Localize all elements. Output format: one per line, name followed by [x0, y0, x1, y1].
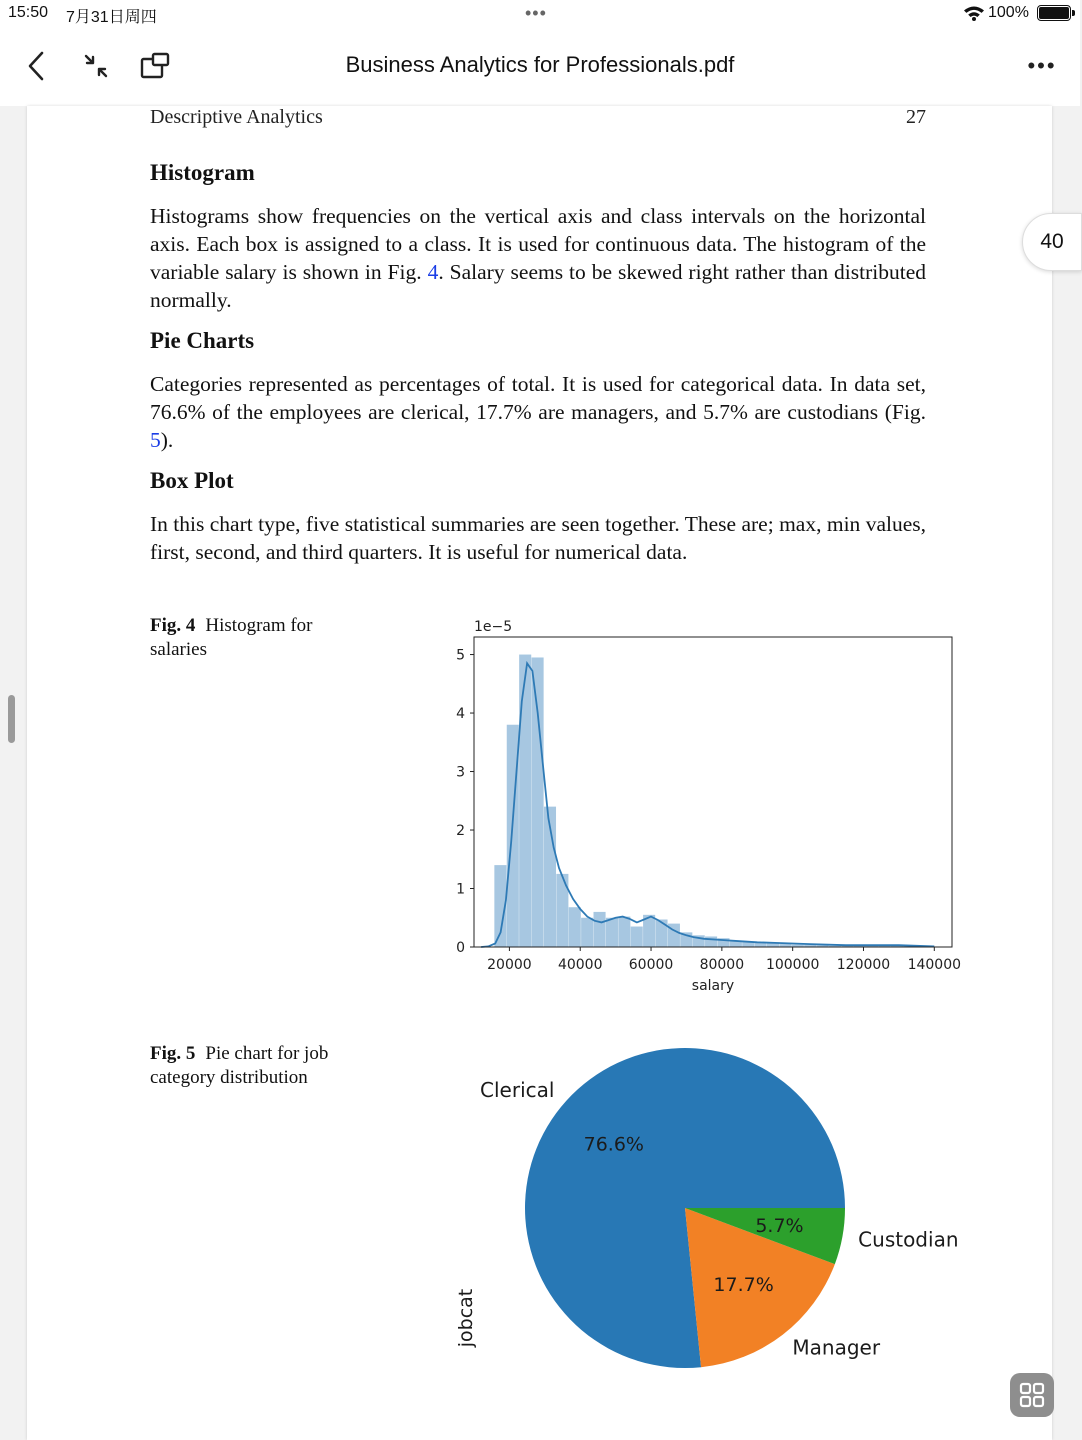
histogram-bar — [581, 918, 593, 947]
pie-percent-label: 76.6% — [583, 1133, 644, 1156]
x-tick-label: 20000 — [487, 957, 532, 973]
back-button[interactable] — [18, 46, 54, 86]
collapse-button[interactable] — [78, 48, 114, 84]
x-tick-label: 100000 — [765, 957, 820, 973]
wifi-icon — [963, 5, 985, 21]
running-head: Descriptive Analytics — [150, 106, 323, 128]
multitasking-dots[interactable]: ••• — [525, 3, 547, 23]
y-tick-label: 4 — [456, 706, 465, 723]
fig-4-caption — [150, 614, 350, 662]
pie-category-label: Custodian — [858, 1227, 959, 1252]
chevron-left-icon — [26, 50, 46, 82]
paragraph-box-plot: In this chart type, five statistical summaries are seen together. These are; max, min values, first, second, and third quarters. It is useful for numerical data. — [150, 512, 926, 564]
pie-y-axis-label: jobcat — [455, 1288, 477, 1348]
x-axis-label: salary — [691, 978, 735, 994]
nav-bar — [0, 28, 1080, 106]
page-indicator-badge[interactable]: 40 — [1022, 213, 1082, 271]
section-heading-box-plot: Box Plot — [150, 468, 234, 493]
page-number: 27 — [906, 106, 926, 128]
text: Histograms show frequencies on the vertical axis and class intervals on the horizontal axis. Each box is assigned to a class. It is used for continuous data. The histogram of the variable salary is shown in Fig. — [150, 204, 926, 284]
more-options-button[interactable]: ••• — [1027, 53, 1057, 78]
fig-4-label: Fig. 4 — [150, 615, 196, 636]
window-icon — [139, 51, 171, 81]
fig-4-link[interactable]: 4 — [427, 260, 439, 284]
grid-icon — [1019, 1382, 1045, 1408]
y-scale-label: 1e−5 — [474, 619, 513, 635]
battery-tip — [1072, 10, 1075, 16]
section-heading-histogram: Histogram — [150, 160, 255, 185]
pie-percent-label: 17.7% — [713, 1274, 774, 1297]
x-tick-label: 80000 — [699, 957, 745, 973]
y-tick-label: 3 — [456, 764, 465, 781]
fig-5-link[interactable]: 5 — [150, 428, 161, 452]
x-tick-label: 140000 — [907, 957, 962, 973]
status-date: 7月31日周四 — [66, 9, 157, 26]
histogram-bar — [631, 927, 643, 947]
text: Categories represented as percentages of total. It is used for categorical data. In data set, 76.6% of the employees are clerical, 17.7% are managers, and 5.7% are custodians (Fig. — [150, 372, 926, 424]
histogram-bar — [519, 655, 531, 947]
histogram-bar — [594, 912, 606, 947]
x-tick-label: 120000 — [836, 957, 891, 973]
battery-percent: 100% — [988, 4, 1029, 21]
histogram-bar — [569, 907, 581, 947]
paragraph-pie-charts — [150, 370, 926, 454]
histogram-bar — [705, 936, 717, 947]
status-time: 15:50 — [8, 4, 49, 21]
histogram-bar — [532, 657, 544, 947]
thumbnail-grid-button[interactable] — [1010, 1373, 1054, 1417]
pie-category-label: Manager — [792, 1335, 881, 1360]
section-heading-pie-charts: Pie Charts — [150, 328, 255, 353]
y-tick-label: 0 — [456, 940, 465, 956]
scroll-handle[interactable] — [8, 695, 15, 743]
pie-category-label: Clerical — [480, 1077, 555, 1102]
histogram-bar — [606, 918, 618, 947]
histogram-bar — [618, 917, 630, 947]
x-tick-label: 40000 — [557, 957, 603, 973]
fig-4-text: Histogram for salaries — [150, 615, 313, 660]
paragraph-histogram — [150, 202, 926, 314]
document-title: Business Analytics for Professionals.pdf — [345, 52, 735, 77]
y-tick-label: 2 — [456, 823, 465, 840]
y-tick-label: 1 — [456, 881, 465, 898]
x-tick-label: 60000 — [628, 957, 674, 973]
fig-5-label: Fig. 5 — [150, 1043, 196, 1064]
fig-5-caption — [150, 1042, 380, 1090]
histogram-chart — [417, 610, 962, 1000]
y-tick-label: 5 — [456, 647, 465, 664]
window-button[interactable] — [136, 48, 174, 84]
histogram-bar — [655, 920, 667, 947]
pdf-page — [27, 106, 1052, 1440]
pie-percent-label: 5.7% — [755, 1215, 804, 1238]
battery-icon — [1037, 5, 1071, 21]
status-bar — [0, 0, 1080, 28]
fig-5-text: Pie chart for job category distribution — [150, 1043, 329, 1088]
text: ). — [160, 428, 174, 452]
collapse-arrows-icon — [81, 51, 111, 81]
pie-chart — [417, 1034, 959, 1374]
text: . Salary seems to be skewed right rather than distributed normally. — [150, 260, 926, 312]
